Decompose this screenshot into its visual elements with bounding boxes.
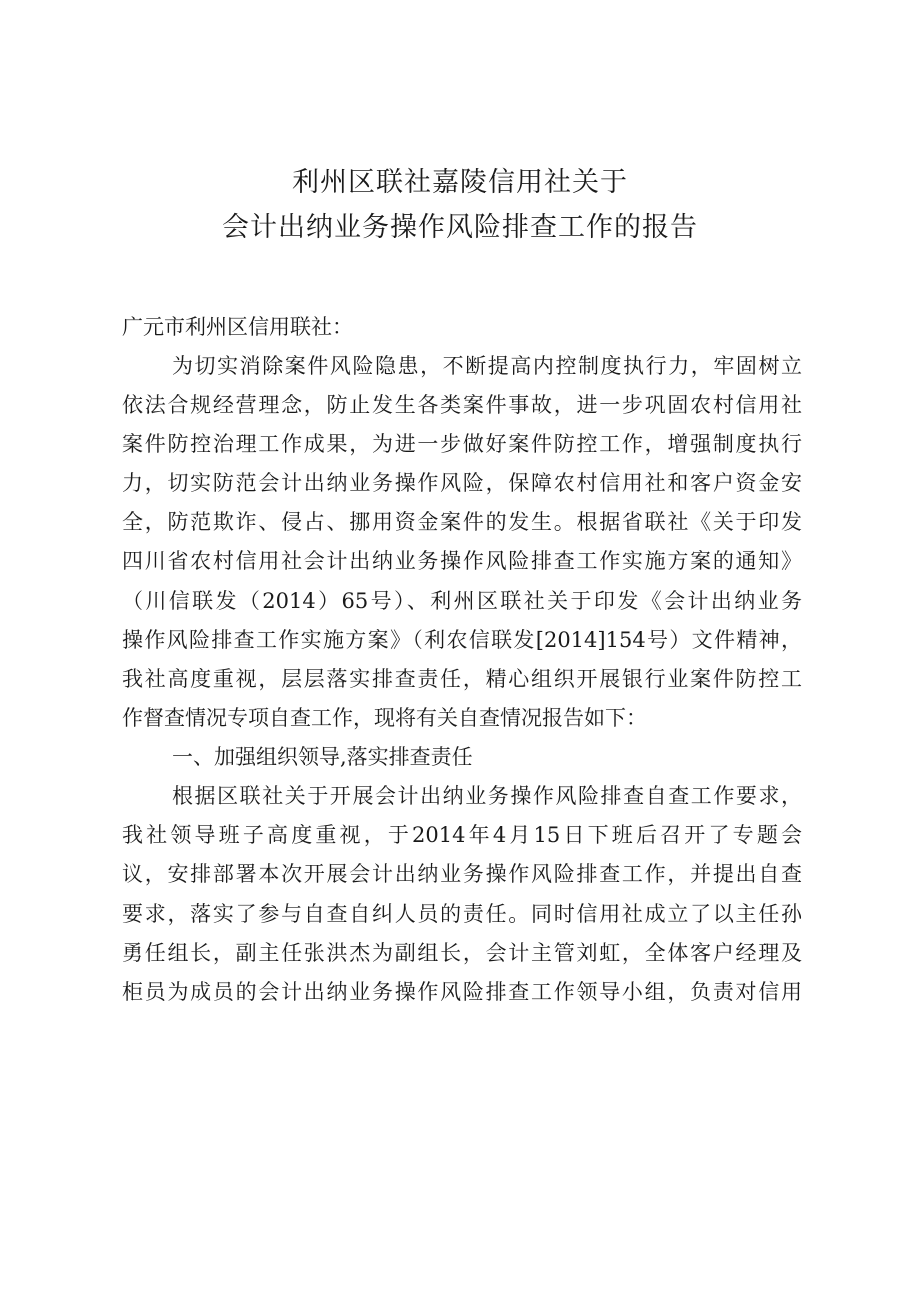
paragraph-line: 我社高度重视，层层落实排查责任，精心组织开展银行业案件防控工	[122, 667, 802, 691]
document-title-line-1: 利州区联社嘉陵信用社关于	[292, 167, 628, 198]
paragraph-line: （川信联发（2014）65号）、利州区联社关于印发《会计出纳业务	[122, 589, 802, 613]
paragraph-line: 力，切实防范会计出纳业务操作风险，保障农村信用社和客户资金安	[122, 471, 802, 495]
paragraph-line: 我社领导班子高度重视，于2014年4月15日下班后召开了专题会	[122, 823, 802, 847]
paragraph-line: 案件防控治理工作成果，为进一步做好案件防控工作，增强制度执行	[122, 432, 802, 456]
paragraph-line: 勇任组长，副主任张洪杰为副组长，会计主管刘虹，全体客户经理及	[122, 941, 802, 965]
paragraph-line: 要求，落实了参与自查自纠人员的责任。同时信用社成立了以主任孙	[122, 902, 802, 926]
document-title-line-2: 会计出纳业务操作风险排查工作的报告	[222, 212, 698, 243]
paragraph-line: 为切实消除案件风险隐患，不断提高内控制度执行力，牢固树立	[172, 354, 802, 378]
salutation: 广元市利州区信用联社：	[122, 315, 353, 339]
paragraph-line: 四川省农村信用社会计出纳业务操作风险排查工作实施方案的通知》	[122, 549, 802, 573]
paragraph-line: 全，防范欺诈、侵占、挪用资金案件的发生。根据省联社《关于印发	[122, 510, 802, 534]
paragraph-line: 操作风险排查工作实施方案》（利农信联发[2014]154号）文件精神，	[122, 628, 802, 652]
paragraph-line: 议，安排部署本次开展会计出纳业务操作风险排查工作，并提出自查	[122, 862, 802, 886]
paragraph-line: 根据区联社关于开展会计出纳业务操作风险排查自查工作要求，	[172, 784, 802, 808]
section-heading: 一、加强组织领导,落实排查责任	[172, 745, 473, 769]
paragraph-line: 依法合规经营理念，防止发生各类案件事故，进一步巩固农村信用社	[122, 393, 802, 417]
paragraph-line: 作督查情况专项自查工作，现将有关自查情况报告如下：	[122, 706, 647, 730]
paragraph-line: 柜员为成员的会计出纳业务操作风险排查工作领导小组，负责对信用	[122, 980, 802, 1004]
